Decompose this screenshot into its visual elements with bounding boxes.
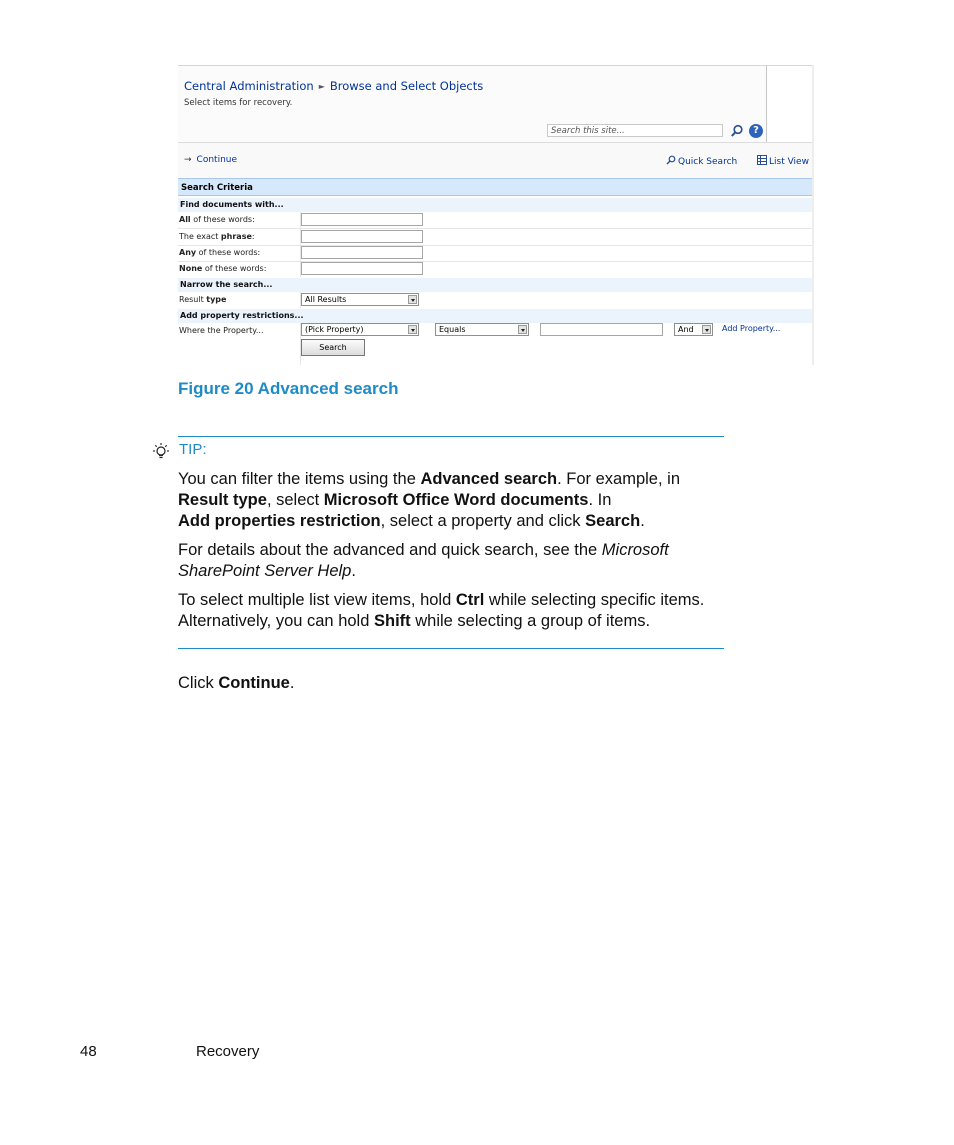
- tip-paragraph-multiselect: To select multiple list view items, hold Ctrl while selecting specific items. Alternatively, you can hold Shift while selecting a group of items.: [178, 591, 705, 630]
- chevron-down-icon: [408, 325, 417, 334]
- where-property-label: Where the Property...: [179, 326, 264, 335]
- all-words-label: All of these words:: [179, 215, 255, 224]
- figure-caption: Figure 20 Advanced search: [178, 379, 399, 398]
- exact-phrase-label: The exact phrase:: [179, 232, 255, 241]
- search-button[interactable]: Search: [301, 339, 365, 356]
- footer-section: Recovery: [196, 1043, 260, 1060]
- chevron-down-icon: [518, 325, 527, 334]
- property-restrictions-section: Add property restrictions...: [178, 309, 814, 323]
- exact-phrase-input[interactable]: [301, 230, 423, 243]
- breadcrumb-central-admin[interactable]: Central Administration: [184, 79, 314, 93]
- property-value-input[interactable]: [540, 323, 663, 336]
- none-words-input[interactable]: [301, 262, 423, 275]
- chevron-down-icon: [702, 325, 711, 334]
- result-type-select[interactable]: All Results: [301, 293, 419, 306]
- all-words-input[interactable]: [301, 213, 423, 226]
- list-view-icon: [757, 155, 767, 165]
- quick-search-button[interactable]: Quick Search: [666, 155, 737, 167]
- none-words-label: None of these words:: [179, 264, 267, 273]
- site-search-input[interactable]: Search this site...: [547, 124, 723, 137]
- advanced-search-screenshot: [178, 65, 814, 365]
- toolbar: [178, 142, 814, 179]
- breadcrumb-browse-select: Browse and Select Objects: [329, 79, 484, 93]
- magnifier-icon: [666, 155, 676, 165]
- any-words-input[interactable]: [301, 246, 423, 259]
- add-property-link[interactable]: Add Property...: [722, 324, 781, 333]
- any-words-label: Any of these words:: [179, 248, 261, 257]
- arrow-right-icon: →: [184, 155, 192, 165]
- help-icon[interactable]: ?: [749, 124, 763, 138]
- magnifier-icon[interactable]: [730, 124, 744, 138]
- page-number: 48: [80, 1043, 97, 1060]
- list-view-button[interactable]: List View: [757, 155, 809, 167]
- tip-bottom-rule: [178, 648, 724, 649]
- tip-paragraph-filter: You can filter the items using the Advanced search. For example, in Result type, select Microsoft Office Word documents. In Add properties restriction, select a property and click Search.: [178, 470, 680, 530]
- continue-button[interactable]: → Continue: [184, 155, 238, 165]
- step-click-continue: Click Continue.: [178, 674, 295, 692]
- page-subtitle: Select items for recovery.: [184, 98, 293, 108]
- tip-label: TIP:: [179, 441, 207, 458]
- tip-paragraph-details: For details about the advanced and quick search, see the Microsoft SharePoint Server Help.: [178, 541, 669, 580]
- narrow-search-section: Narrow the search...: [178, 278, 814, 292]
- result-type-label: Result type: [179, 295, 227, 304]
- pick-property-select[interactable]: (Pick Property): [301, 323, 419, 336]
- operator-select[interactable]: Equals: [435, 323, 529, 336]
- conjunction-select[interactable]: And: [674, 323, 713, 336]
- chevron-down-icon: [408, 295, 417, 304]
- breadcrumb: [184, 79, 483, 93]
- chevron-right-icon: ►: [318, 82, 325, 91]
- search-criteria-header: Search Criteria: [178, 178, 814, 196]
- tip-top-rule: [178, 436, 724, 437]
- find-documents-section: Find documents with...: [178, 198, 814, 212]
- lightbulb-icon: [151, 442, 171, 462]
